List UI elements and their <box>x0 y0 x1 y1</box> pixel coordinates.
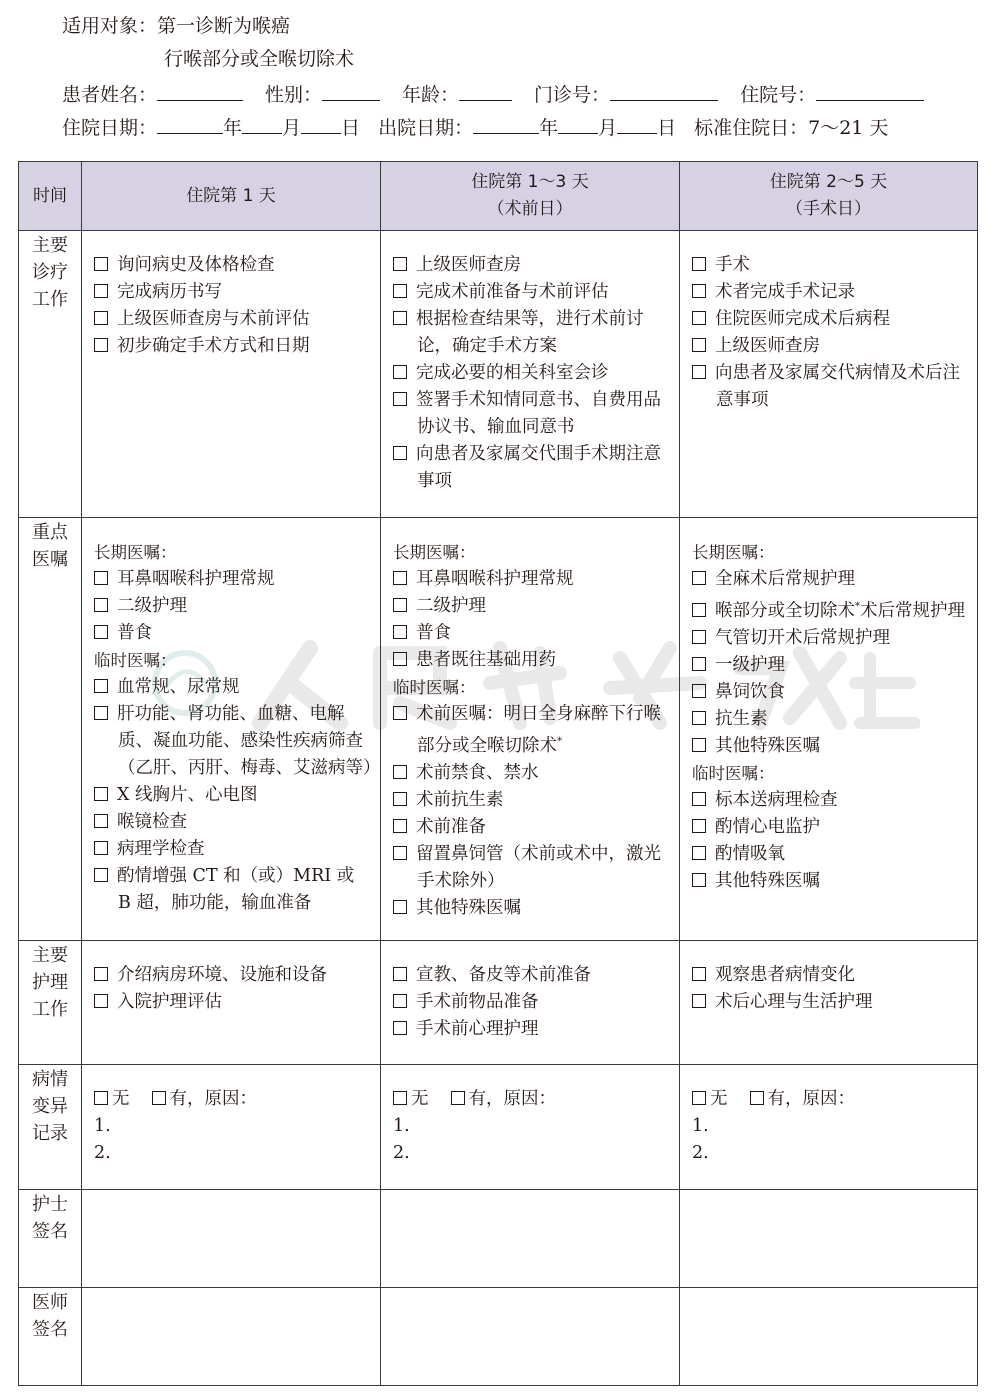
checkbox[interactable] <box>94 967 108 981</box>
item-text: 术前医嘱：明日全身麻醉下行喉部分或全喉切除术 <box>416 704 661 756</box>
inpatient-no-field[interactable] <box>816 83 924 101</box>
col-preop-title: 住院第 1～3 天 <box>471 172 589 192</box>
item-text: 鼻饲饮食 <box>715 682 785 702</box>
checkbox[interactable] <box>393 284 407 298</box>
row-label-main-work: 主要 诊疗 工作 <box>19 231 82 518</box>
checkbox[interactable] <box>393 625 407 639</box>
variance-reason-1[interactable]: 1. <box>393 1116 410 1136</box>
checklist-item <box>393 701 671 760</box>
col-surgery-subtitle: （手术日） <box>786 199 871 219</box>
item-text: 普食 <box>117 623 152 643</box>
col-surgery-header <box>680 162 978 231</box>
item-text: 上级医师查房 <box>416 255 521 275</box>
item-text: 酌情心电监护 <box>715 817 820 837</box>
footnote-marker: * <box>855 601 860 612</box>
checklist-item <box>692 733 969 760</box>
main-work-surgery <box>680 231 978 518</box>
checklist-item <box>393 593 671 620</box>
variance-yes-label: 有，原因： <box>767 1089 855 1109</box>
checkbox[interactable] <box>94 787 108 801</box>
col-day1-header: 住院第 1 天 <box>82 162 381 231</box>
item-text: 酌情增强 CT 和（或）MRI 或 B 超，肺功能，输血准备 <box>117 866 355 913</box>
main-work-day1 <box>82 231 381 518</box>
item-text: X 线胸片、心电图 <box>117 785 258 805</box>
variance-none-label: 无 <box>112 1089 130 1109</box>
item-text: 患者既往基础用药 <box>416 650 556 670</box>
item-text: 抗生素 <box>715 709 768 729</box>
doctor-sign-surgery[interactable] <box>680 1288 978 1386</box>
nursing-surgery <box>680 941 978 1065</box>
row-label-nursing: 主要 护理 工作 <box>19 941 82 1065</box>
outpatient-no-field[interactable] <box>610 83 718 101</box>
outpatient-no-label: 门诊号： <box>534 84 611 106</box>
checklist-item <box>393 787 671 814</box>
checklist-item <box>393 1016 671 1043</box>
col-surgery-title: 住院第 2～5 天 <box>769 172 888 192</box>
item-text: 肝功能、肾功能、血糖、电解质、凝血功能、感染性疾病筛查（乙肝、丙肝、梅毒、艾滋病等） <box>117 704 381 778</box>
date-line <box>62 116 888 139</box>
checkbox[interactable] <box>94 868 108 882</box>
admission-year-field[interactable] <box>157 116 223 134</box>
item-text: 普食 <box>416 623 451 643</box>
checklist-item <box>692 593 969 625</box>
checklist-item <box>692 989 969 1016</box>
nursing-preop <box>381 941 680 1065</box>
checkbox[interactable] <box>692 994 706 1008</box>
long-term-orders-heading: 长期医嘱： <box>393 543 476 562</box>
row-label-variance: 病情 变异 记录 <box>19 1065 82 1190</box>
patient-name-field[interactable] <box>157 83 243 101</box>
checkbox[interactable] <box>94 841 108 855</box>
item-text: 术前准备 <box>416 817 486 837</box>
item-text: 病理学检查 <box>117 839 205 859</box>
table-row <box>19 1065 978 1190</box>
item-text: 完成病历书写 <box>117 282 222 302</box>
checkbox[interactable] <box>393 792 407 806</box>
variance-none-checkbox[interactable] <box>94 1091 108 1105</box>
checklist-item <box>692 679 969 706</box>
year-unit: 年 <box>539 117 559 139</box>
item-text: 二级护理 <box>117 596 187 616</box>
variance-reason-2[interactable]: 2. <box>94 1143 111 1163</box>
checkbox[interactable] <box>393 257 407 271</box>
checklist-item <box>692 306 969 333</box>
gender-field[interactable] <box>322 83 380 101</box>
item-text: 术后心理与生活护理 <box>715 992 873 1012</box>
checklist-item <box>692 333 969 360</box>
admission-day-field[interactable] <box>301 116 341 134</box>
item-text: 签署手术知情同意书、自费用品协议书、输血同意书 <box>416 390 661 437</box>
gender-label: 性别： <box>265 84 323 106</box>
checkbox[interactable] <box>692 657 706 671</box>
footnote-marker: * <box>557 736 562 747</box>
checklist-item <box>393 760 671 787</box>
item-text: 完成必要的相关科室会诊 <box>416 363 609 383</box>
month-unit: 月 <box>282 117 302 139</box>
item-text: 其他特殊医嘱 <box>715 871 820 891</box>
admission-month-field[interactable] <box>242 116 282 134</box>
long-term-orders-heading: 长期医嘱： <box>94 543 177 562</box>
checklist-item <box>94 674 372 701</box>
variance-options <box>692 1086 969 1113</box>
doctor-sign-preop[interactable] <box>381 1288 680 1386</box>
table-row <box>19 518 978 941</box>
orders-surgery <box>680 518 978 941</box>
variance-day1 <box>82 1065 381 1190</box>
patient-info-line <box>62 83 924 106</box>
item-text: 完成术前准备与术前评估 <box>416 282 609 302</box>
item-text: 血常规、尿常规 <box>117 677 240 697</box>
item-text: 根据检查结果等，进行术前讨论，确定手术方案 <box>416 309 644 356</box>
checklist-item <box>94 566 372 593</box>
long-term-orders-heading: 长期医嘱： <box>692 543 775 562</box>
table-row <box>19 1190 978 1288</box>
variance-options <box>94 1086 372 1113</box>
variance-reason-1[interactable]: 1. <box>692 1116 709 1136</box>
orders-day1 <box>82 518 381 941</box>
table-row <box>19 1288 978 1386</box>
inpatient-no-label: 住院号： <box>740 84 817 106</box>
table-row <box>19 231 978 518</box>
row-label-nurse-sign: 护士 签名 <box>19 1190 82 1288</box>
checklist-item <box>393 306 671 360</box>
col-preop-header <box>381 162 680 231</box>
checkbox[interactable] <box>94 284 108 298</box>
checkbox[interactable] <box>692 873 706 887</box>
checklist-item <box>94 782 372 809</box>
checkbox[interactable] <box>393 819 407 833</box>
checkbox[interactable] <box>692 967 706 981</box>
checklist-item <box>692 625 969 652</box>
variance-reason-2[interactable]: 2. <box>393 1143 410 1163</box>
main-work-preop <box>381 231 680 518</box>
item-text: 术者完成手术记录 <box>715 282 855 302</box>
item-text: 手术前物品准备 <box>416 992 539 1012</box>
table-header-row <box>19 162 978 231</box>
item-text: 手术前心理护理 <box>416 1019 539 1039</box>
checkbox[interactable] <box>94 598 108 612</box>
standard-stay: 标准住院日：7～21 天 <box>694 117 889 139</box>
checkbox[interactable] <box>393 846 407 860</box>
checkbox[interactable] <box>393 994 407 1008</box>
target-procedure: 行喉部分或全喉切除术 <box>164 48 355 70</box>
month-unit: 月 <box>598 117 618 139</box>
checklist-item <box>692 868 969 895</box>
checklist-item <box>94 333 372 360</box>
variance-surgery <box>680 1065 978 1190</box>
item-text: 入院护理评估 <box>117 992 222 1012</box>
nurse-sign-preop[interactable] <box>381 1190 680 1288</box>
checklist-item <box>692 360 969 414</box>
checklist-item <box>393 989 671 1016</box>
item-text: 全麻术后常规护理 <box>715 569 855 589</box>
checkbox[interactable] <box>692 819 706 833</box>
checkbox[interactable] <box>692 711 706 725</box>
target-diagnosis: 第一诊断为喉癌 <box>157 15 291 37</box>
checklist-item <box>94 962 372 989</box>
item-text: 向患者及家属交代病情及术后注意事项 <box>715 363 960 410</box>
day-unit: 日 <box>341 117 361 139</box>
checklist-item <box>94 701 381 782</box>
checkbox[interactable] <box>94 814 108 828</box>
item-text: 气管切开术后常规护理 <box>715 628 890 648</box>
checkbox[interactable] <box>692 846 706 860</box>
nursing-day1 <box>82 941 381 1065</box>
checklist-item <box>393 962 671 989</box>
target-label: 适用对象： <box>62 15 158 37</box>
checkbox[interactable] <box>692 630 706 644</box>
variance-yes-checkbox[interactable] <box>750 1091 764 1105</box>
checkbox[interactable] <box>94 257 108 271</box>
checkbox[interactable] <box>393 571 407 585</box>
checklist-item <box>692 652 969 679</box>
discharge-year-field[interactable] <box>473 116 539 134</box>
variance-reason-1[interactable]: 1. <box>94 1116 111 1136</box>
year-unit: 年 <box>223 117 243 139</box>
variance-none-checkbox[interactable] <box>393 1091 407 1105</box>
checklist-item <box>393 841 671 895</box>
doctor-sign-day1[interactable] <box>82 1288 381 1386</box>
checklist-item <box>692 706 969 733</box>
item-text: 手术 <box>715 255 750 275</box>
checkbox[interactable] <box>393 652 407 666</box>
clinical-pathway-table <box>18 161 978 1386</box>
checkbox[interactable] <box>393 392 407 406</box>
variance-yes-label: 有，原因： <box>169 1089 257 1109</box>
nurse-sign-surgery[interactable] <box>680 1190 978 1288</box>
item-text: 耳鼻咽喉科护理常规 <box>117 569 275 589</box>
checkbox[interactable] <box>393 765 407 779</box>
checkbox[interactable] <box>692 684 706 698</box>
checklist-item <box>94 593 372 620</box>
checklist-item <box>393 387 671 441</box>
checkbox[interactable] <box>393 446 407 460</box>
checkbox[interactable] <box>692 338 706 352</box>
variance-options <box>393 1086 671 1113</box>
variance-none-checkbox[interactable] <box>692 1091 706 1105</box>
item-text: 一级护理 <box>715 655 785 675</box>
item-text: 标本送病理检查 <box>715 790 838 810</box>
item-text: 住院医师完成术后病程 <box>715 309 890 329</box>
checklist-item <box>94 836 372 863</box>
item-text: 介绍病房环境、设施和设备 <box>117 965 327 985</box>
item-text: 其他特殊医嘱 <box>715 736 820 756</box>
checkbox[interactable] <box>94 311 108 325</box>
item-text: 留置鼻饲管（术前或术中，激光手术除外） <box>416 844 661 891</box>
checkbox[interactable] <box>94 706 108 720</box>
checkbox[interactable] <box>393 706 407 720</box>
checkbox[interactable] <box>393 311 407 325</box>
checklist-item <box>393 647 671 674</box>
checklist-item <box>94 809 372 836</box>
item-text: 术前禁食、禁水 <box>416 763 539 783</box>
checklist-item <box>393 441 671 495</box>
variance-yes-checkbox[interactable] <box>451 1091 465 1105</box>
checkbox[interactable] <box>692 365 706 379</box>
orders-preop <box>381 518 680 941</box>
variance-none-label: 无 <box>411 1089 429 1109</box>
checkbox[interactable] <box>692 257 706 271</box>
row-label-doctor-sign: 医师 签名 <box>19 1288 82 1386</box>
table-row <box>19 941 978 1065</box>
checklist-item <box>393 252 671 279</box>
checklist-item <box>692 787 969 814</box>
col-time-header: 时间 <box>19 162 82 231</box>
item-text: 酌情吸氧 <box>715 844 785 864</box>
discharge-day-field[interactable] <box>617 116 657 134</box>
day-unit: 日 <box>657 117 677 139</box>
checkbox[interactable] <box>94 625 108 639</box>
checklist-item <box>94 863 372 917</box>
checkbox[interactable] <box>94 338 108 352</box>
patient-name-label: 患者姓名： <box>62 84 158 106</box>
variance-preop <box>381 1065 680 1190</box>
temp-orders-heading: 临时医嘱： <box>393 678 476 697</box>
item-text: 观察患者病情变化 <box>715 965 855 985</box>
item-text: 术前抗生素 <box>416 790 504 810</box>
variance-reason-2[interactable]: 2. <box>692 1143 709 1163</box>
item-text: 喉镜检查 <box>117 812 187 832</box>
checkbox[interactable] <box>393 1021 407 1035</box>
checkbox[interactable] <box>393 365 407 379</box>
temp-orders-heading: 临时医嘱： <box>94 651 177 670</box>
age-label: 年龄： <box>402 84 460 106</box>
checklist-item <box>692 841 969 868</box>
variance-yes-checkbox[interactable] <box>152 1091 166 1105</box>
checkbox[interactable] <box>692 738 706 752</box>
item-text: 初步确定手术方式和日期 <box>117 336 310 356</box>
discharge-date-label: 出院日期： <box>378 117 474 139</box>
checkbox[interactable] <box>692 571 706 585</box>
item-text: 上级医师查房与术前评估 <box>117 309 310 329</box>
checkbox[interactable] <box>692 284 706 298</box>
checklist-item <box>94 252 372 279</box>
item-text: 宣教、备皮等术前准备 <box>416 965 591 985</box>
checklist-item <box>692 566 969 593</box>
checkbox[interactable] <box>393 967 407 981</box>
item-text: 其他特殊医嘱 <box>416 898 521 918</box>
checkbox[interactable] <box>94 994 108 1008</box>
item-text: 二级护理 <box>416 596 486 616</box>
variance-none-label: 无 <box>710 1089 728 1109</box>
item-text: 耳鼻咽喉科护理常规 <box>416 569 574 589</box>
nurse-sign-day1[interactable] <box>82 1190 381 1288</box>
admission-date-label: 住院日期： <box>62 117 158 139</box>
checklist-item <box>393 279 671 306</box>
checklist-item <box>692 814 969 841</box>
temp-orders-heading: 临时医嘱： <box>692 764 775 783</box>
checkbox[interactable] <box>94 571 108 585</box>
checklist-item <box>393 620 671 647</box>
checklist-item <box>94 279 372 306</box>
item-text: 询问病史及体格检查 <box>117 255 275 275</box>
checklist-item <box>393 360 671 387</box>
checklist-item <box>94 306 372 333</box>
applicable-target <box>62 15 290 37</box>
checklist-item <box>692 252 969 279</box>
checkbox[interactable] <box>393 598 407 612</box>
col-preop-subtitle: （术前日） <box>487 199 573 219</box>
age-field[interactable] <box>459 83 512 101</box>
item-text: 喉部分或全切除术 <box>715 601 855 621</box>
checkbox[interactable] <box>692 603 706 617</box>
checklist-item <box>94 989 372 1016</box>
item-text: 术后常规护理 <box>860 601 965 621</box>
checklist-item <box>393 566 671 593</box>
row-label-orders: 重点 医嘱 <box>19 518 82 941</box>
checklist-item <box>94 620 372 647</box>
checkbox[interactable] <box>393 900 407 914</box>
item-text: 上级医师查房 <box>715 336 820 356</box>
item-text: 向患者及家属交代围手术期注意事项 <box>416 444 661 491</box>
checkbox[interactable] <box>692 792 706 806</box>
checkbox[interactable] <box>692 311 706 325</box>
variance-yes-label: 有，原因： <box>468 1089 556 1109</box>
checklist-item <box>393 895 671 922</box>
checkbox[interactable] <box>94 679 108 693</box>
checklist-item <box>692 962 969 989</box>
checklist-item <box>393 814 671 841</box>
discharge-month-field[interactable] <box>558 116 598 134</box>
checklist-item <box>692 279 969 306</box>
